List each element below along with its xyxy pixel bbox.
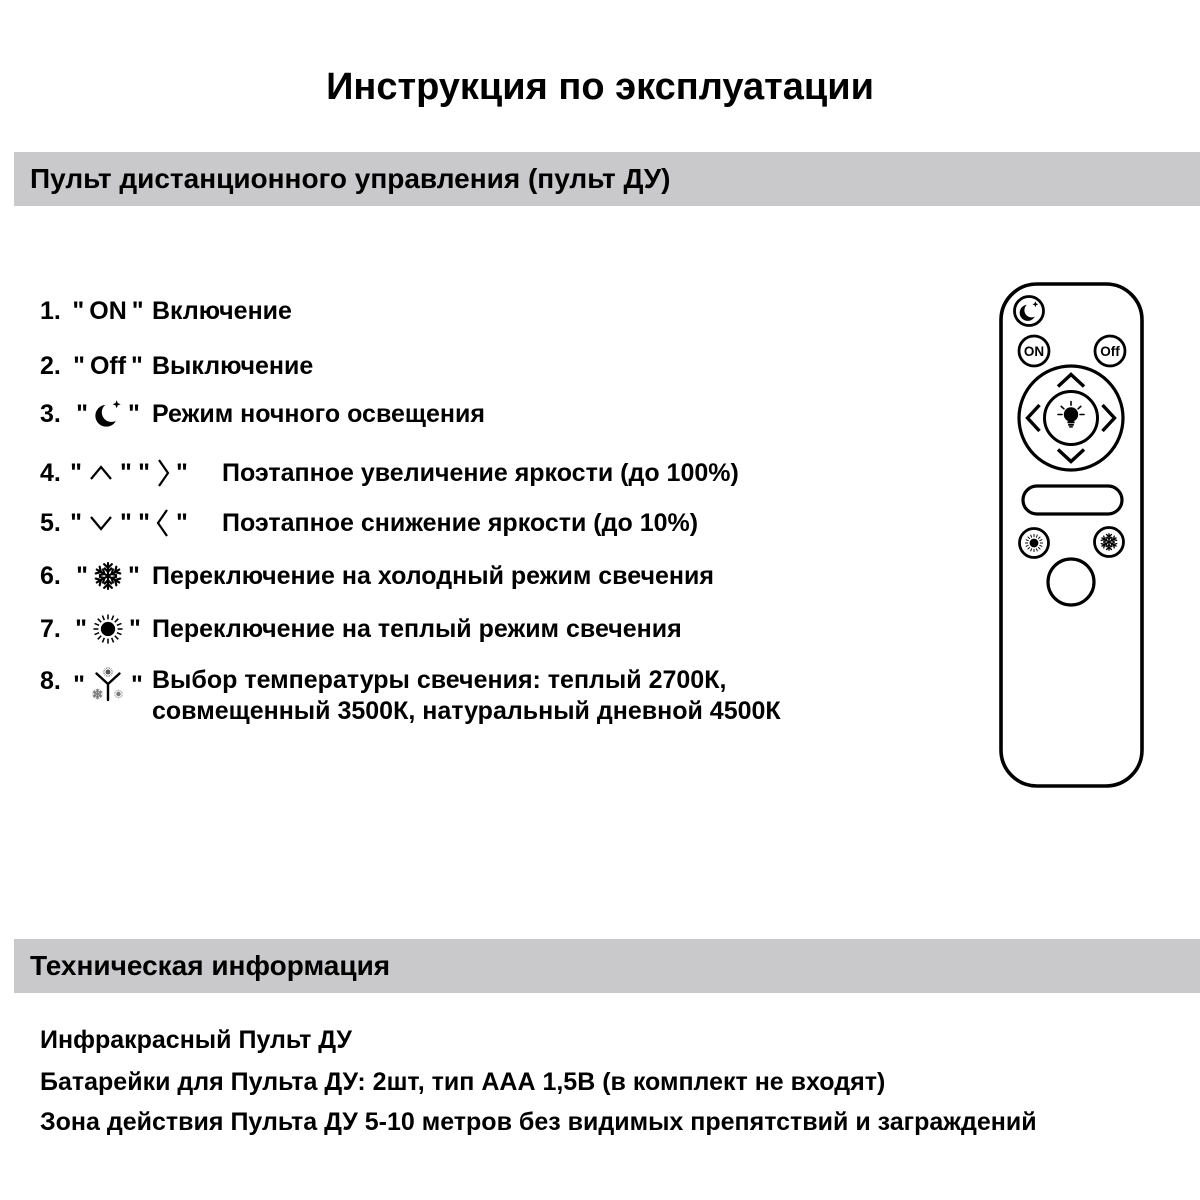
- quoted-icon: [70, 509, 132, 538]
- tech-info-line: Зона действия Пульта ДУ 5-10 метров без видимых препятствий и заграждений: [40, 1108, 1037, 1136]
- quote-mark: ": [73, 670, 85, 699]
- instruction-item-3: [40, 397, 485, 431]
- snowflake-icon: [93, 561, 123, 591]
- quote-mark: ": [176, 458, 188, 487]
- quote-mark: ": [131, 351, 143, 380]
- crescent-moon-icon: [93, 399, 123, 429]
- wide-pill-button: [1023, 486, 1122, 514]
- item-number: 2.: [40, 351, 61, 380]
- instruction-item-6: [40, 559, 714, 593]
- chevron-left-icon: [155, 506, 171, 540]
- off-button-label: Off: [89, 351, 127, 380]
- section-header-tech-label: Техническая информация: [30, 950, 391, 981]
- quoted-icon: [70, 667, 146, 703]
- quoted-icon: [132, 456, 194, 490]
- quote-mark: ": [138, 458, 150, 487]
- round-blank-button: [1048, 559, 1094, 605]
- quote-mark: ": [120, 508, 132, 537]
- dpad-brightness-control: [1019, 366, 1123, 470]
- quoted-button-label: [70, 352, 146, 381]
- instruction-item-8: [40, 665, 781, 727]
- color-temperature-icon: [90, 667, 126, 703]
- section-header-tech: [14, 939, 1200, 993]
- quoted-icon: [132, 506, 194, 540]
- night-mode-button: [1015, 297, 1044, 326]
- instruction-item-5: [40, 506, 698, 540]
- instruction-item-7: [40, 612, 682, 646]
- quote-mark: ": [128, 399, 140, 428]
- quote-mark: ": [176, 508, 188, 537]
- instruction-item-2: [40, 349, 313, 383]
- item-text: Переключение на холодный режим свечения: [152, 561, 714, 590]
- quote-mark: ": [70, 508, 82, 537]
- quote-mark: ": [73, 351, 85, 380]
- item-text: Выключение: [152, 351, 314, 380]
- quote-mark: ": [131, 670, 143, 699]
- warm-mode-button: [1020, 529, 1049, 558]
- tech-info-line: Инфракрасный Пульт ДУ: [40, 1026, 352, 1054]
- item-text: Включение: [152, 296, 292, 325]
- on-button: [1019, 336, 1049, 366]
- item-text: Режим ночного освещения: [152, 399, 485, 428]
- item-number: 6.: [40, 561, 61, 590]
- quote-mark: ": [76, 561, 88, 590]
- quote-mark: ": [75, 614, 87, 643]
- quoted-icon: [70, 561, 146, 591]
- on-button-label: ON: [89, 296, 127, 325]
- remote-control-illustration: [998, 281, 1146, 791]
- quote-mark: ": [129, 614, 141, 643]
- item-number: 7.: [40, 614, 61, 643]
- instruction-item-1: [40, 294, 292, 328]
- quote-mark: ": [72, 296, 85, 325]
- instruction-item-4: [40, 456, 739, 490]
- warm-sun-icon: [92, 613, 124, 645]
- quoted-icon: [70, 613, 146, 645]
- quote-mark: ": [131, 296, 144, 325]
- item-number: 4.: [40, 458, 61, 487]
- item-text: Поэтапное увеличение яркости (до 100%): [222, 458, 739, 487]
- quote-mark: ": [120, 458, 132, 487]
- off-button: [1095, 336, 1125, 366]
- chevron-right-icon: [155, 456, 171, 490]
- off-button-label: Off: [1100, 344, 1120, 359]
- section-header-remote: [14, 152, 1200, 206]
- item-text-line-2: совмещенный 3500К, натуральный дневной 4500К: [152, 697, 781, 725]
- cold-mode-button: [1095, 528, 1124, 557]
- quote-mark: ": [70, 458, 82, 487]
- item-text: Переключение на теплый режим свечения: [152, 614, 682, 643]
- item-number: 8.: [40, 667, 61, 695]
- chevron-up-icon: [87, 464, 115, 482]
- quote-mark: ": [76, 399, 88, 428]
- quoted-button-label: [70, 297, 146, 326]
- on-button-label: ON: [1023, 344, 1045, 359]
- quote-mark: ": [128, 561, 140, 590]
- quote-mark: ": [138, 508, 150, 537]
- item-number: 1.: [40, 296, 61, 325]
- item-text: [152, 665, 781, 727]
- item-number: 5.: [40, 508, 61, 537]
- section-header-remote-label: Пульт дистанционного управления (пульт ДУ): [30, 163, 671, 194]
- item-text-line-1: Выбор температуры свечения: теплый 2700К,: [152, 666, 727, 694]
- quoted-icon: [70, 459, 132, 488]
- item-number: 3.: [40, 399, 61, 428]
- page-title: Инструкция по эксплуатации: [326, 66, 874, 108]
- warm-sun-icon: [1025, 534, 1043, 552]
- chevron-down-icon: [87, 514, 115, 532]
- quoted-icon: [70, 399, 146, 429]
- tech-info-line: Батарейки для Пульта ДУ: 2шт, тип ААА 1,5В (в комплект не входят): [40, 1068, 886, 1096]
- item-text: Поэтапное снижение яркости (до 10%): [222, 508, 699, 537]
